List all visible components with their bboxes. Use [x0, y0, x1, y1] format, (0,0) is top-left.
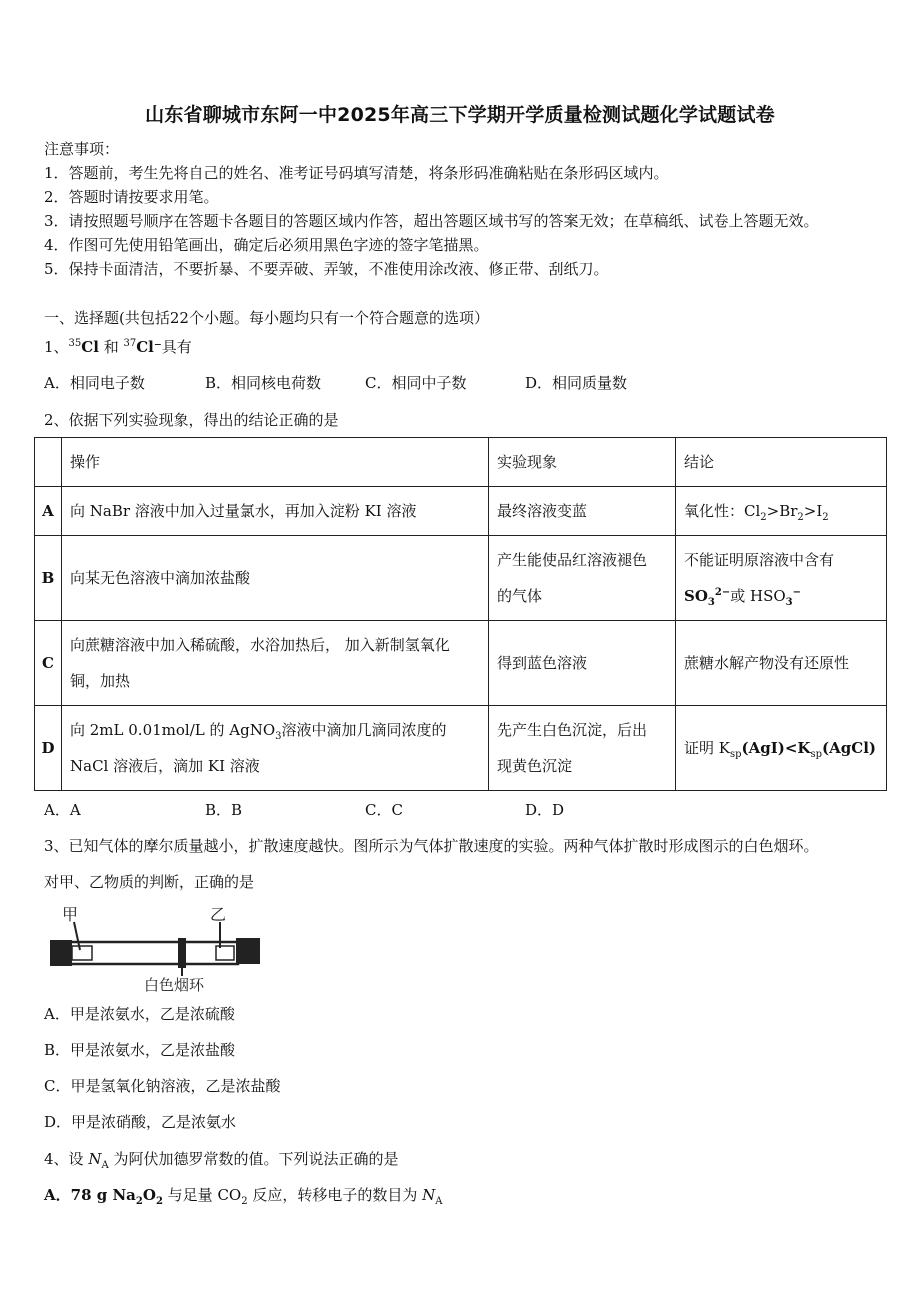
table-header-row [35, 438, 887, 487]
row-d-op-line1 [70, 712, 480, 748]
notice-item-2: 2．答题时请按要求用笔。 [44, 188, 219, 206]
subscript: sp [810, 749, 823, 760]
row-c-op-line2: 铜，加热 [70, 672, 131, 690]
q3-option-c[interactable]: C．甲是氢氧化钠溶液，乙是浓盐酸 [44, 1077, 281, 1095]
subscript: 2 [822, 512, 829, 523]
q4-stem [44, 1149, 398, 1169]
q3-option-d[interactable]: D．甲是浓硝酸，乙是浓氨水 [44, 1113, 237, 1131]
q2-option-a[interactable]: A．A [44, 801, 81, 819]
notice-heading: 注意事项： [44, 140, 120, 158]
row-c-conclusion: 蔗糖水解产物没有还原性 [676, 621, 887, 706]
row-d-conclusion [676, 706, 887, 791]
tube-left-stopper [50, 940, 72, 966]
row-label-c: C [35, 621, 62, 706]
subscript: 3 [275, 731, 282, 742]
table-row [35, 621, 887, 706]
notice-item-5: 5．保持卡面清洁，不要折暴、不要弄破、弄皱，不准使用涂改液、修正带、刮纸刀。 [44, 260, 609, 278]
row-d-operation [62, 706, 489, 791]
avogadro-symbol: N [422, 1186, 436, 1204]
q3-stem-line1: 3、已知气体的摩尔质量越小，扩散速度越快。图所示为气体扩散速度的实验。两种气体扩散时形成图示的白色烟环。 [44, 837, 819, 855]
cotton-jia [72, 946, 92, 960]
row-c-phenomenon: 得到蓝色溶液 [489, 621, 676, 706]
q1-and: 和 [98, 338, 124, 356]
text-part: O [142, 1186, 156, 1204]
tube-right-stopper [236, 938, 260, 964]
row-b-phen-line1: 产生能使品红溶液褪色 [497, 551, 648, 569]
subscript: sp [729, 749, 742, 760]
section-heading: 一、选择题(共包括22个小题。每小题均只有一个符合题意的选项） [44, 309, 489, 327]
text-part: (AgCl) [822, 739, 876, 757]
q2-option-c[interactable]: C．C [365, 801, 403, 819]
figure-label-yi: 乙 [210, 905, 227, 924]
formula-part: SO [684, 587, 708, 605]
notice-item-1: 1．答题前，考生先将自己的姓名、准考证号码填写清楚，将条形码准确粘贴在条形码区域内。 [44, 164, 669, 182]
q1-isotope2-mass: 37 [123, 338, 137, 349]
subscript: 2 [760, 512, 767, 523]
q2-stem: 2、依据下列实验现象，得出的结论正确的是 [44, 411, 339, 429]
avogadro-symbol: N [88, 1150, 102, 1168]
text-part: 反应，转移电子的数目为 [247, 1186, 423, 1204]
row-d-op-line2: NaCl 溶液后，滴加 KI 溶液 [70, 757, 260, 775]
row-a-operation: 向 NaBr 溶液中加入过量氯水，再加入淀粉 KI 溶液 [62, 487, 489, 536]
row-a-phenomenon: 最终溶液变蓝 [489, 487, 676, 536]
row-c-operation [62, 621, 489, 706]
q4-option-a[interactable] [44, 1185, 443, 1205]
q1-element1: Cl [81, 338, 99, 356]
header-operation: 操作 [62, 438, 489, 487]
subscript: 2 [155, 1196, 163, 1207]
subscript: 3 [785, 597, 793, 608]
row-label-b: B [35, 536, 62, 621]
q1-stem [44, 337, 192, 357]
subscript: A [435, 1196, 443, 1207]
row-b-phen-line2: 的气体 [497, 587, 543, 605]
row-b-conclusion [676, 536, 887, 621]
q1-option-d[interactable]: D．相同质量数 [525, 374, 628, 392]
row-b-operation: 向某无色溶液中滴加浓盐酸 [62, 536, 489, 621]
q1-option-b[interactable]: B．相同核电荷数 [205, 374, 322, 392]
row-d-phen-line2: 现黄色沉淀 [497, 757, 573, 775]
header-conclusion: 结论 [676, 438, 887, 487]
text-part: (AgI)<K [741, 739, 811, 757]
row-b-concl-line2 [684, 578, 878, 614]
row-b-concl-line1: 不能证明原溶液中含有 [684, 551, 835, 569]
q1-option-a[interactable]: A．相同电子数 [44, 374, 145, 392]
row-label-a: A [35, 487, 62, 536]
q1-option-c[interactable]: C．相同中子数 [365, 374, 467, 392]
cotton-yi [216, 946, 234, 960]
q3-stem-line2: 对甲、乙物质的判断，正确的是 [44, 873, 255, 891]
q3-option-a[interactable]: A．甲是浓氨水，乙是浓硫酸 [44, 1005, 235, 1023]
white-smoke-ring [178, 938, 186, 968]
glass-tube [70, 942, 238, 964]
row-a-conclusion [676, 487, 887, 536]
text-part: 溶液中滴加几滴同浓度的 [281, 721, 447, 739]
notice-item-3: 3．请按照题号顺序在答题卡各题目的答题区域内作答，超出答题区域书写的答案无效；在草稿纸、试卷上答题无效。 [44, 212, 819, 230]
q2-option-b[interactable]: B．B [205, 801, 243, 819]
header-blank-cell [35, 438, 62, 487]
text-part: 向 2mL 0.01mol/L 的 AgNO [70, 721, 276, 739]
text-part: 证明 K [684, 739, 730, 757]
figure-label-jia: 甲 [62, 905, 79, 924]
row-c-op-line1: 向蔗糖溶液中加入稀硫酸，水浴加热后， 加入新制氢氧化 [70, 636, 450, 654]
subscript: 2 [135, 1196, 143, 1207]
q3-option-b[interactable]: B．甲是浓氨水，乙是浓盐酸 [44, 1041, 236, 1059]
q2-experiment-table [34, 437, 887, 791]
row-a-concl-mid: >Br [766, 502, 798, 520]
row-a-concl-mid2: >I [803, 502, 823, 520]
figure-label-ring: 白色烟环 [144, 976, 205, 994]
table-row [35, 487, 887, 536]
q1-element2: Cl⁻ [136, 338, 162, 356]
q2-option-d[interactable]: D．D [525, 801, 565, 819]
subscript: 2 [797, 512, 804, 523]
text-part: A．78 g Na [44, 1186, 136, 1204]
text-part: 为阿伏加德罗常数的值。下列说法正确的是 [108, 1150, 399, 1168]
subscript: A [101, 1160, 109, 1171]
subscript: 3 [707, 597, 715, 608]
table-row [35, 536, 887, 621]
superscript: − [792, 587, 802, 598]
q1-suffix: 具有 [161, 338, 192, 356]
text-part: 与足量 CO [162, 1186, 242, 1204]
row-b-phenomenon [489, 536, 676, 621]
header-phenomenon: 实验现象 [489, 438, 676, 487]
row-label-d: D [35, 706, 62, 791]
text-part: 4、设 [44, 1150, 89, 1168]
superscript: 2− [714, 587, 731, 598]
q1-prefix: 1、 [44, 338, 69, 356]
table-row [35, 706, 887, 791]
diffusion-tube-figure [44, 902, 274, 994]
formula-part: 或 HSO [730, 587, 786, 605]
subscript: 2 [241, 1196, 248, 1207]
notice-item-4: 4．作图可先使用铅笔画出，确定后必须用黑色字迹的签字笔描黑。 [44, 236, 489, 254]
q1-isotope1-mass: 35 [68, 338, 82, 349]
row-d-phenomenon [489, 706, 676, 791]
page-title: 山东省聊城市东阿一中2025年高三下学期开学质量检测试题化学试题试卷 [145, 104, 775, 126]
row-a-concl-prefix: 氧化性：Cl [684, 502, 761, 520]
row-d-phen-line1: 先产生白色沉淀，后出 [497, 721, 648, 739]
